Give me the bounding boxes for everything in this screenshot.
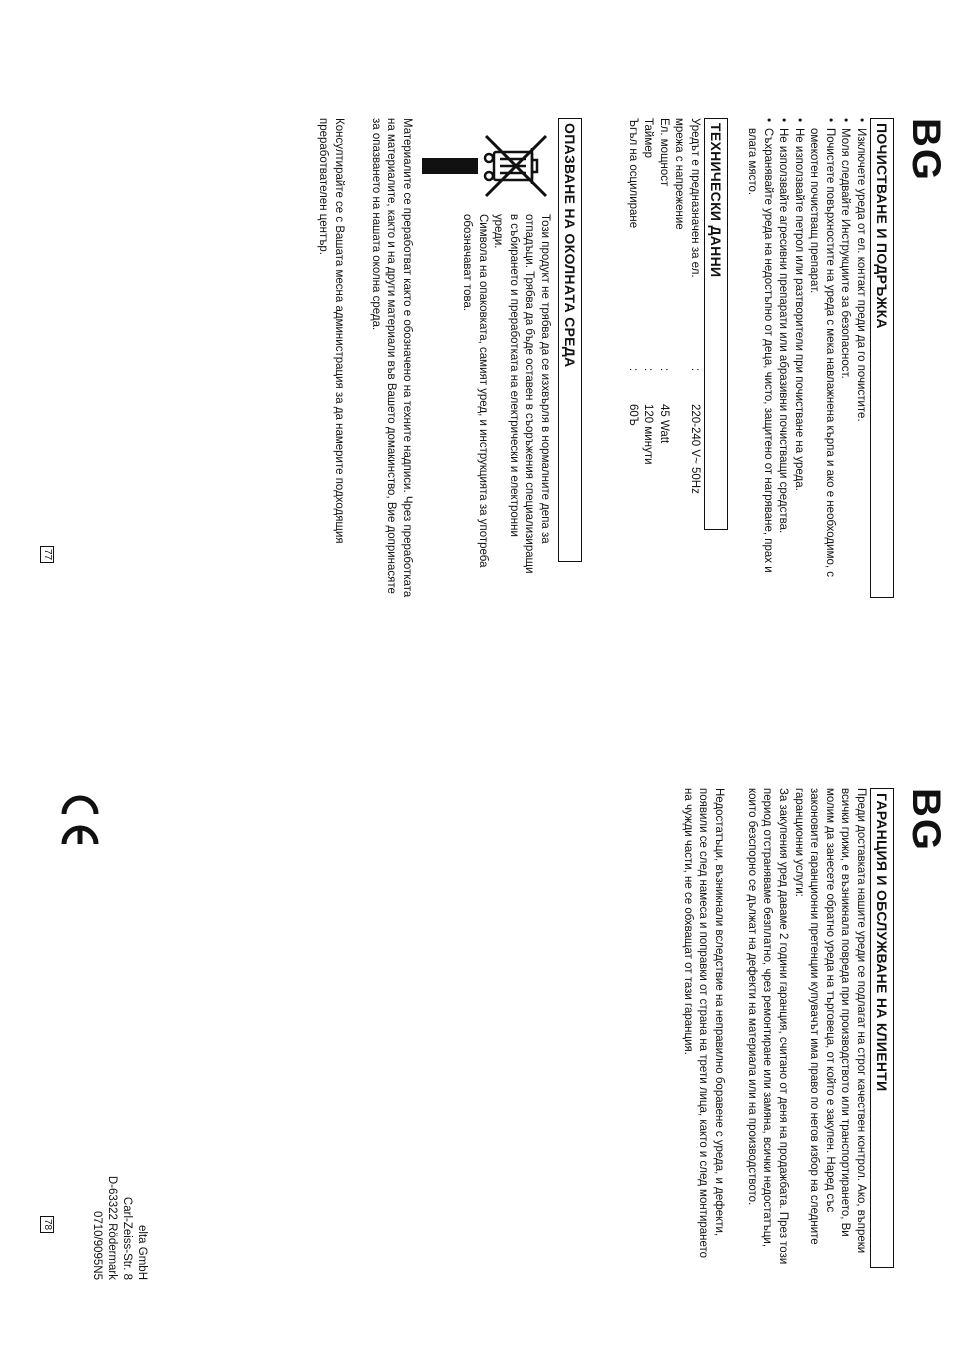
page-number: 77: [40, 546, 54, 563]
administration-text: Консултирайте се с Вашата месна администрация за да намерите подходящия преработвателен център.: [317, 118, 345, 544]
spec-value: 45 Watt: [658, 404, 670, 444]
table-row: [656, 118, 672, 544]
environment-text-1: Този продукт не трябва да се изхвърля в нормалните депа за отпадъци. Трябва да бъде оставен в съоръжения специализиращи в събирането и преработката на електрически и електронни уреди.: [492, 214, 551, 574]
spec-label: Ъгъл на осцилиране: [627, 118, 639, 229]
list-item: • Не използвайте петрол или разтворители при почистване на уреда.: [791, 118, 807, 598]
list-item: • Съхранявайте уреда на недостъпно от деца, чисто, защитено от нагряване, прах и влага място.: [744, 118, 775, 598]
environment-text-2: Символа на опаковката, самият уред, и инструкцията за употреба обозначават това.: [461, 214, 489, 568]
cleaning-list: [744, 118, 868, 598]
environment-text: [459, 214, 552, 574]
company-name: elta GmbH: [136, 1225, 148, 1280]
spec-label: мрежа с напрежение: [673, 118, 686, 230]
specs-table: [625, 118, 703, 544]
list-item: • Не използвайте агресивни препарати или абразивни почистващи средства.: [775, 118, 791, 598]
spec-separator: :: [658, 368, 670, 372]
spec-separator: :: [642, 368, 655, 372]
spec-value: [671, 404, 687, 544]
warranty-text-2: За закупения уред даваме 2 години гаранция, считано от деня на продажбата. През този период отстраняваме безплатно, чрез ремонтиране или замяна, всички недостатъци, които безспорно се дължат на дефекти на материала или на производството.: [746, 788, 789, 1265]
crossed-bin-icon: [480, 130, 552, 202]
spec-label: Уредът е предназначен за ел.: [689, 118, 701, 278]
cleaning-heading: ПОЧИСТВАНЕ И ПОДРЪЖКА: [870, 118, 894, 598]
language-label: BG: [904, 118, 948, 182]
page-number: 78: [40, 1216, 54, 1233]
specs-heading: ТЕХНИЧЕСКИ ДАННИ: [704, 118, 728, 530]
table-row: [671, 118, 687, 544]
spec-value: 120 минути: [642, 404, 655, 465]
spec-separator: :: [689, 368, 701, 372]
ce-mark-icon: [56, 788, 104, 850]
warranty-heading: ГАРАНЦИЯ И ОБСЛУЖВАНЕ НА КЛИЕНТИ: [870, 788, 894, 1268]
weee-underbar: [422, 158, 478, 174]
spec-separator: :: [627, 368, 639, 372]
spec-label: Таймер: [642, 118, 655, 159]
list-item: • Почистете повърхностите на уреда с мека навлажнена кърпа и ако е необходимо, с омекотен почистващ препарат.: [806, 118, 837, 598]
street: Carl-Zeiss-Str. 8: [121, 1196, 133, 1280]
warranty-text-1: Преди доставката нашите уреди се подлагат на строг качествен контрол. Ако, въпреки всички грижи, е възникнала повреда при производството или транспортирането, Ви молим да занесете обратно уреда на търговеца, от който е закупен. Наред със законовите гаранционни претенции купувачът има право по негов избор на следните гаранционни услуги:: [793, 788, 867, 1254]
table-row: [640, 118, 656, 544]
language-label: BG: [904, 788, 948, 852]
manufacturer-address: [89, 1150, 149, 1280]
document-code: 0710/9095N5: [91, 1210, 103, 1280]
spec-value: 220-240 V~ 50Hz: [689, 404, 701, 494]
spec-label: Ел. мощност: [658, 118, 670, 187]
spec-value: 60Ъ: [627, 404, 639, 426]
table-row: [625, 118, 641, 544]
list-item: • Изключете уреда от ел. контакт преди да го почистите.: [853, 118, 869, 598]
list-item: • Моля следвайте Инструкциите за безопасност.: [837, 118, 853, 598]
table-row: [687, 118, 703, 544]
page-77: [0, 90, 954, 630]
city: D-63322 Rödermark: [106, 1175, 118, 1280]
environment-heading: ОПАЗВАНЕ НА ОКОЛНАТА СРЕДА: [558, 118, 582, 562]
page-78: [0, 760, 954, 1300]
recycling-text: Материалите се преработват както е обозначено на техните надписи. Чрез преработката на материалите, както и на други материали във Вашето домакинство, Вие допринасяте за опазването на нашата околна среда.: [370, 118, 413, 598]
spec-separator: [671, 368, 687, 404]
warranty-text-3: Недостатъци, възникнали вследствие на неправилно боравене с уреда, и дефекти, появили се след намеса и поправки от страна на трети лица, както и след монтирането на чужди части, не се обхващат от тази гаранция.: [682, 788, 725, 1259]
